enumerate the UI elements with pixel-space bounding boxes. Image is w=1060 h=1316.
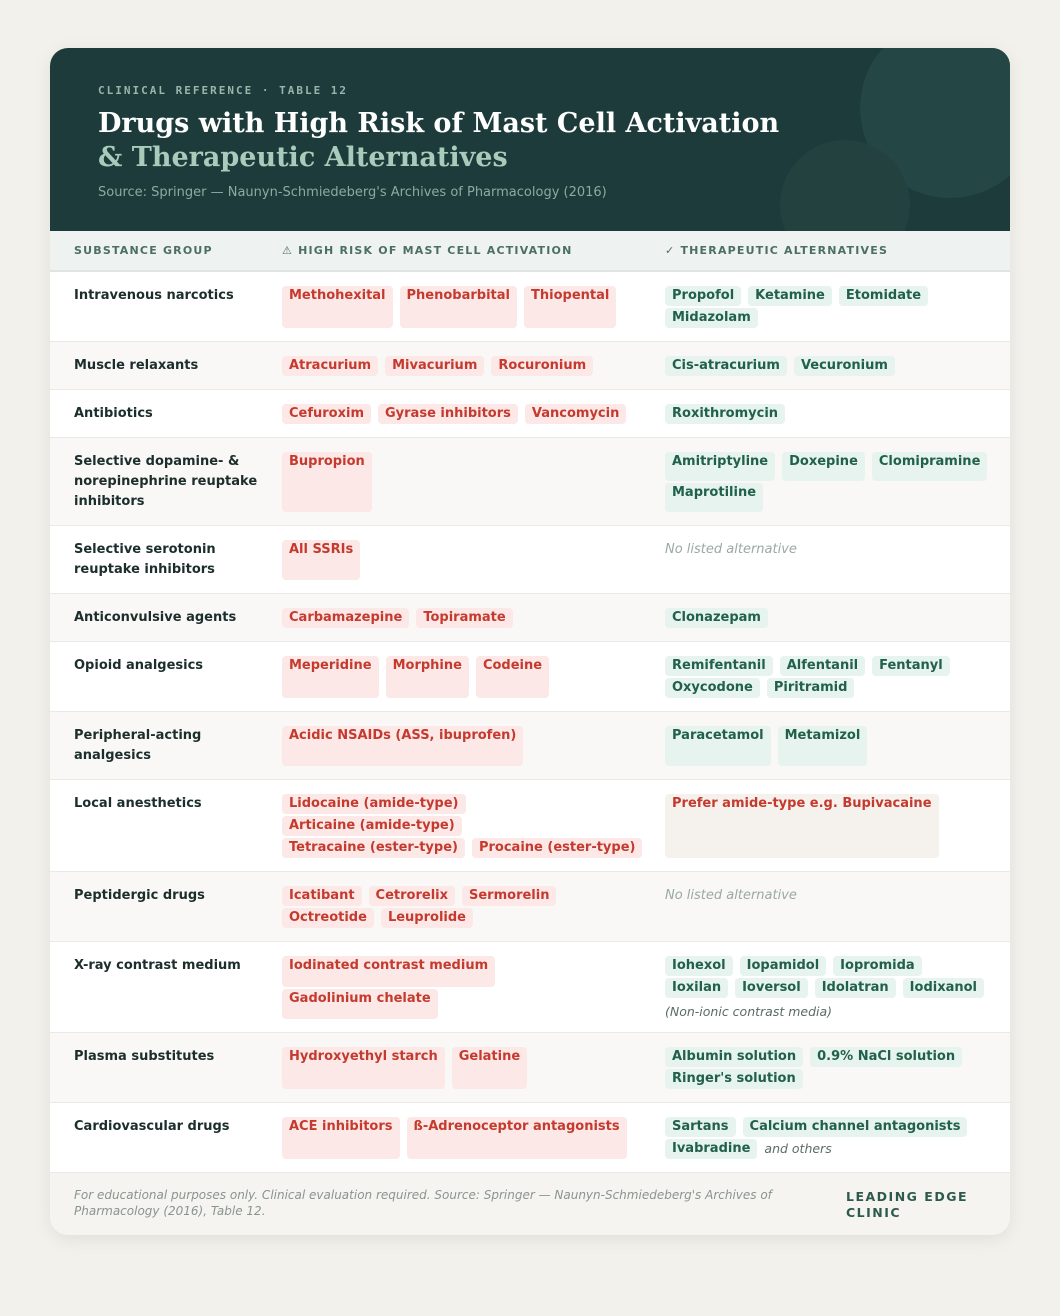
table-row [50,438,1010,526]
table-row [50,526,1010,594]
footer [50,1173,1010,1235]
table-row [50,1103,1010,1173]
risk-drug-chip: Thiopental [524,286,616,328]
risk-list [282,794,665,858]
substance-group: Anticonvulsive agents [74,610,237,625]
risk-list [282,1117,665,1159]
alternative-drug-chip: 0.9% NaCl solution [810,1047,962,1067]
alternative-drug-chip: Iopamidol [740,956,827,976]
alternatives-list [665,404,1010,424]
alternative-drug-chip: Calcium channel antagonists [743,1117,968,1137]
risk-drug-chip: Codeine [476,656,549,698]
page-title: Drugs with High Risk of Mast Cell Activation [98,108,780,139]
risk-drug-chip: Sermorelin [462,886,556,906]
alternatives-list [665,1047,1010,1089]
alternative-drug-chip: Iopromida [833,956,922,976]
substance-group: X-ray contrast medium [74,958,241,973]
alternative-drug-chip: Doxepine [782,452,865,481]
risk-drug-chip: Gyrase inhibitors [378,404,518,424]
risk-drug-chip: Lidocaine (amide-type) [282,794,466,814]
risk-list [282,656,665,698]
alternative-drug-chip: Piritramid [767,678,855,698]
alternatives-list [665,452,1010,512]
risk-drug-chip: Morphine [386,656,469,698]
no-alternative-text: No listed alternative [665,888,797,903]
alternative-drug-chip: Oxycodone [665,678,760,698]
table-row [50,272,1010,342]
eyebrow: CLINICAL REFERENCE · TABLE 12 [98,84,349,97]
table-row [50,390,1010,438]
risk-list [282,608,665,628]
risk-drug-chip: All SSRIs [282,540,360,580]
alternative-drug-chip: Iodixanol [903,978,984,998]
risk-drug-chip: Vancomycin [525,404,626,424]
table-row [50,342,1010,390]
risk-drug-chip: Rocuronium [491,356,593,376]
alternatives-list [665,1117,1010,1159]
table-header [50,231,1010,272]
column-header-group: SUBSTANCE GROUP [74,244,213,257]
alternative-drug-chip: Etomidate [839,286,928,306]
risk-drug-chip: Procaine (ester-type) [472,838,643,858]
preference-text: Prefer amide-type e.g. [672,796,838,811]
risk-drug-chip: Icatibant [282,886,362,906]
alternative-drug-chip: Ringer's solution [665,1069,803,1089]
risk-list [282,356,665,376]
alternative-drug-chip: Midazolam [665,308,758,328]
risk-list [282,540,665,580]
risk-drug-chip: ACE inhibitors [282,1117,400,1159]
risk-drug-chip: Carbamazepine [282,608,409,628]
risk-drug-chip: Octreotide [282,908,374,928]
risk-drug-chip: Methohexital [282,286,393,328]
table-row [50,872,1010,942]
alternative-drug-chip: Paracetamol [665,726,771,766]
alternatives-list [665,886,1010,928]
alternatives-list [665,286,1010,328]
alternatives-list [665,656,1010,698]
risk-drug-chip: Cefuroxim [282,404,371,424]
table-row [50,942,1010,1033]
alternative-drug-chip: Clomipramine [872,452,988,481]
substance-group: Opioid analgesics [74,658,204,673]
substance-group: Muscle relaxants [74,358,199,373]
alternative-drug-chip: Idolatran [815,978,896,998]
substance-group: Plasma substitutes [74,1049,215,1064]
substance-group: Peripheral-acting analgesics [74,728,202,763]
risk-list [282,452,665,512]
alternative-drug-chip: Clonazepam [665,608,768,628]
risk-list [282,886,665,928]
alternatives-list [665,356,1010,376]
footer-note: For educational purposes only. Clinical evaluation required. Source: Springer — Naunyn-Schmiedeberg's Archives of Pharmacology (2016), Table 12. [74,1188,772,1218]
substance-group: Selective dopamine- & norepinephrine reuptake inhibitors [74,454,258,509]
column-header-risk: ⚠ HIGH RISK OF MAST CELL ACTIVATION [282,244,573,257]
alternative-preference-chip [665,794,939,858]
risk-drug-chip: Gadolinium chelate [282,989,438,1020]
alternative-drug-chip: Albumin solution [665,1047,803,1067]
risk-drug-chip: Hydroxyethyl starch [282,1047,445,1089]
substance-group: Selective serotonin reuptake inhibitors [74,542,216,577]
risk-list [282,286,665,328]
risk-drug-chip: Acidic NSAIDs (ASS, ibuprofen) [282,726,523,766]
substance-group: Intravenous narcotics [74,288,234,303]
alternative-drug-chip: Iohexol [665,956,733,976]
alternative-drug-chip: Metamizol [778,726,868,766]
alternative-drug-chip: Vecuronium [794,356,895,376]
table-row [50,594,1010,642]
risk-drug-chip: Topiramate [416,608,512,628]
risk-list [282,404,665,424]
alternatives-list [665,540,1010,580]
alternative-drug-chip: Roxithromycin [665,404,785,424]
header [50,48,1010,231]
risk-list [282,726,665,766]
risk-drug-chip: Gelatine [452,1047,527,1089]
table-body [50,272,1010,1173]
substance-group: Cardiovascular drugs [74,1119,230,1134]
alternative-drug-chip: Fentanyl [872,656,950,676]
risk-drug-chip: Leuprolide [381,908,473,928]
risk-drug-chip: Cetrorelix [369,886,455,906]
alternative-drug-chip: Propofol [665,286,741,306]
reference-card [50,48,1010,1235]
risk-drug-chip: ß-Adrenoceptor antagonists [407,1117,627,1159]
alternative-drug-chip: Cis-atracurium [665,356,787,376]
risk-list [282,1047,665,1089]
clinic-brand: LEADING EDGE CLINIC [846,1189,968,1220]
table-row [50,642,1010,712]
substance-group: Local anesthetics [74,796,202,811]
alternatives-suffix: and others [764,1141,832,1156]
column-header-alternatives: ✓ THERAPEUTIC ALTERNATIVES [665,244,889,257]
table-row [50,712,1010,780]
alternative-drug-chip: Ioversol [735,978,808,998]
alternatives-list [665,726,1010,766]
alternative-drug-chip: Amitriptyline [665,452,775,481]
table-row [50,1033,1010,1103]
substance-group: Peptidergic drugs [74,888,205,903]
risk-drug-chip: Bupropion [282,452,372,512]
alternative-drug-chip: Ketamine [748,286,832,306]
alternatives-note: (Non-ionic contrast media) [665,1004,833,1019]
table-row [50,780,1010,872]
alternative-drug-chip: Maprotiline [665,483,763,512]
risk-list [282,956,665,1019]
alternative-drug-chip: Ivabradine [665,1139,757,1159]
risk-drug-chip: Atracurium [282,356,378,376]
alternative-drug-chip: Sartans [665,1117,736,1137]
preference-drug: Bupivacaine [842,796,932,811]
risk-drug-chip: Meperidine [282,656,379,698]
substance-group: Antibiotics [74,406,153,421]
risk-drug-chip: Tetracaine (ester-type) [282,838,465,858]
page-subtitle: & Therapeutic Alternatives [98,142,508,173]
alternatives-list [665,608,1010,628]
alternatives-list [665,956,1010,1019]
risk-drug-chip: Mivacurium [385,356,484,376]
risk-drug-chip: Articaine (amide-type) [282,816,462,836]
risk-drug-chip: Phenobarbital [400,286,517,328]
risk-drug-chip: Iodinated contrast medium [282,956,495,987]
alternatives-list [665,794,1010,858]
no-alternative-text: No listed alternative [665,542,797,557]
alternative-drug-chip: Alfentanil [780,656,865,676]
alternative-drug-chip: Remifentanil [665,656,773,676]
source-text: Source: Springer — Naunyn-Schmiedeberg's Archives of Pharmacology (2016) [98,185,607,200]
alternative-drug-chip: Ioxilan [665,978,728,998]
